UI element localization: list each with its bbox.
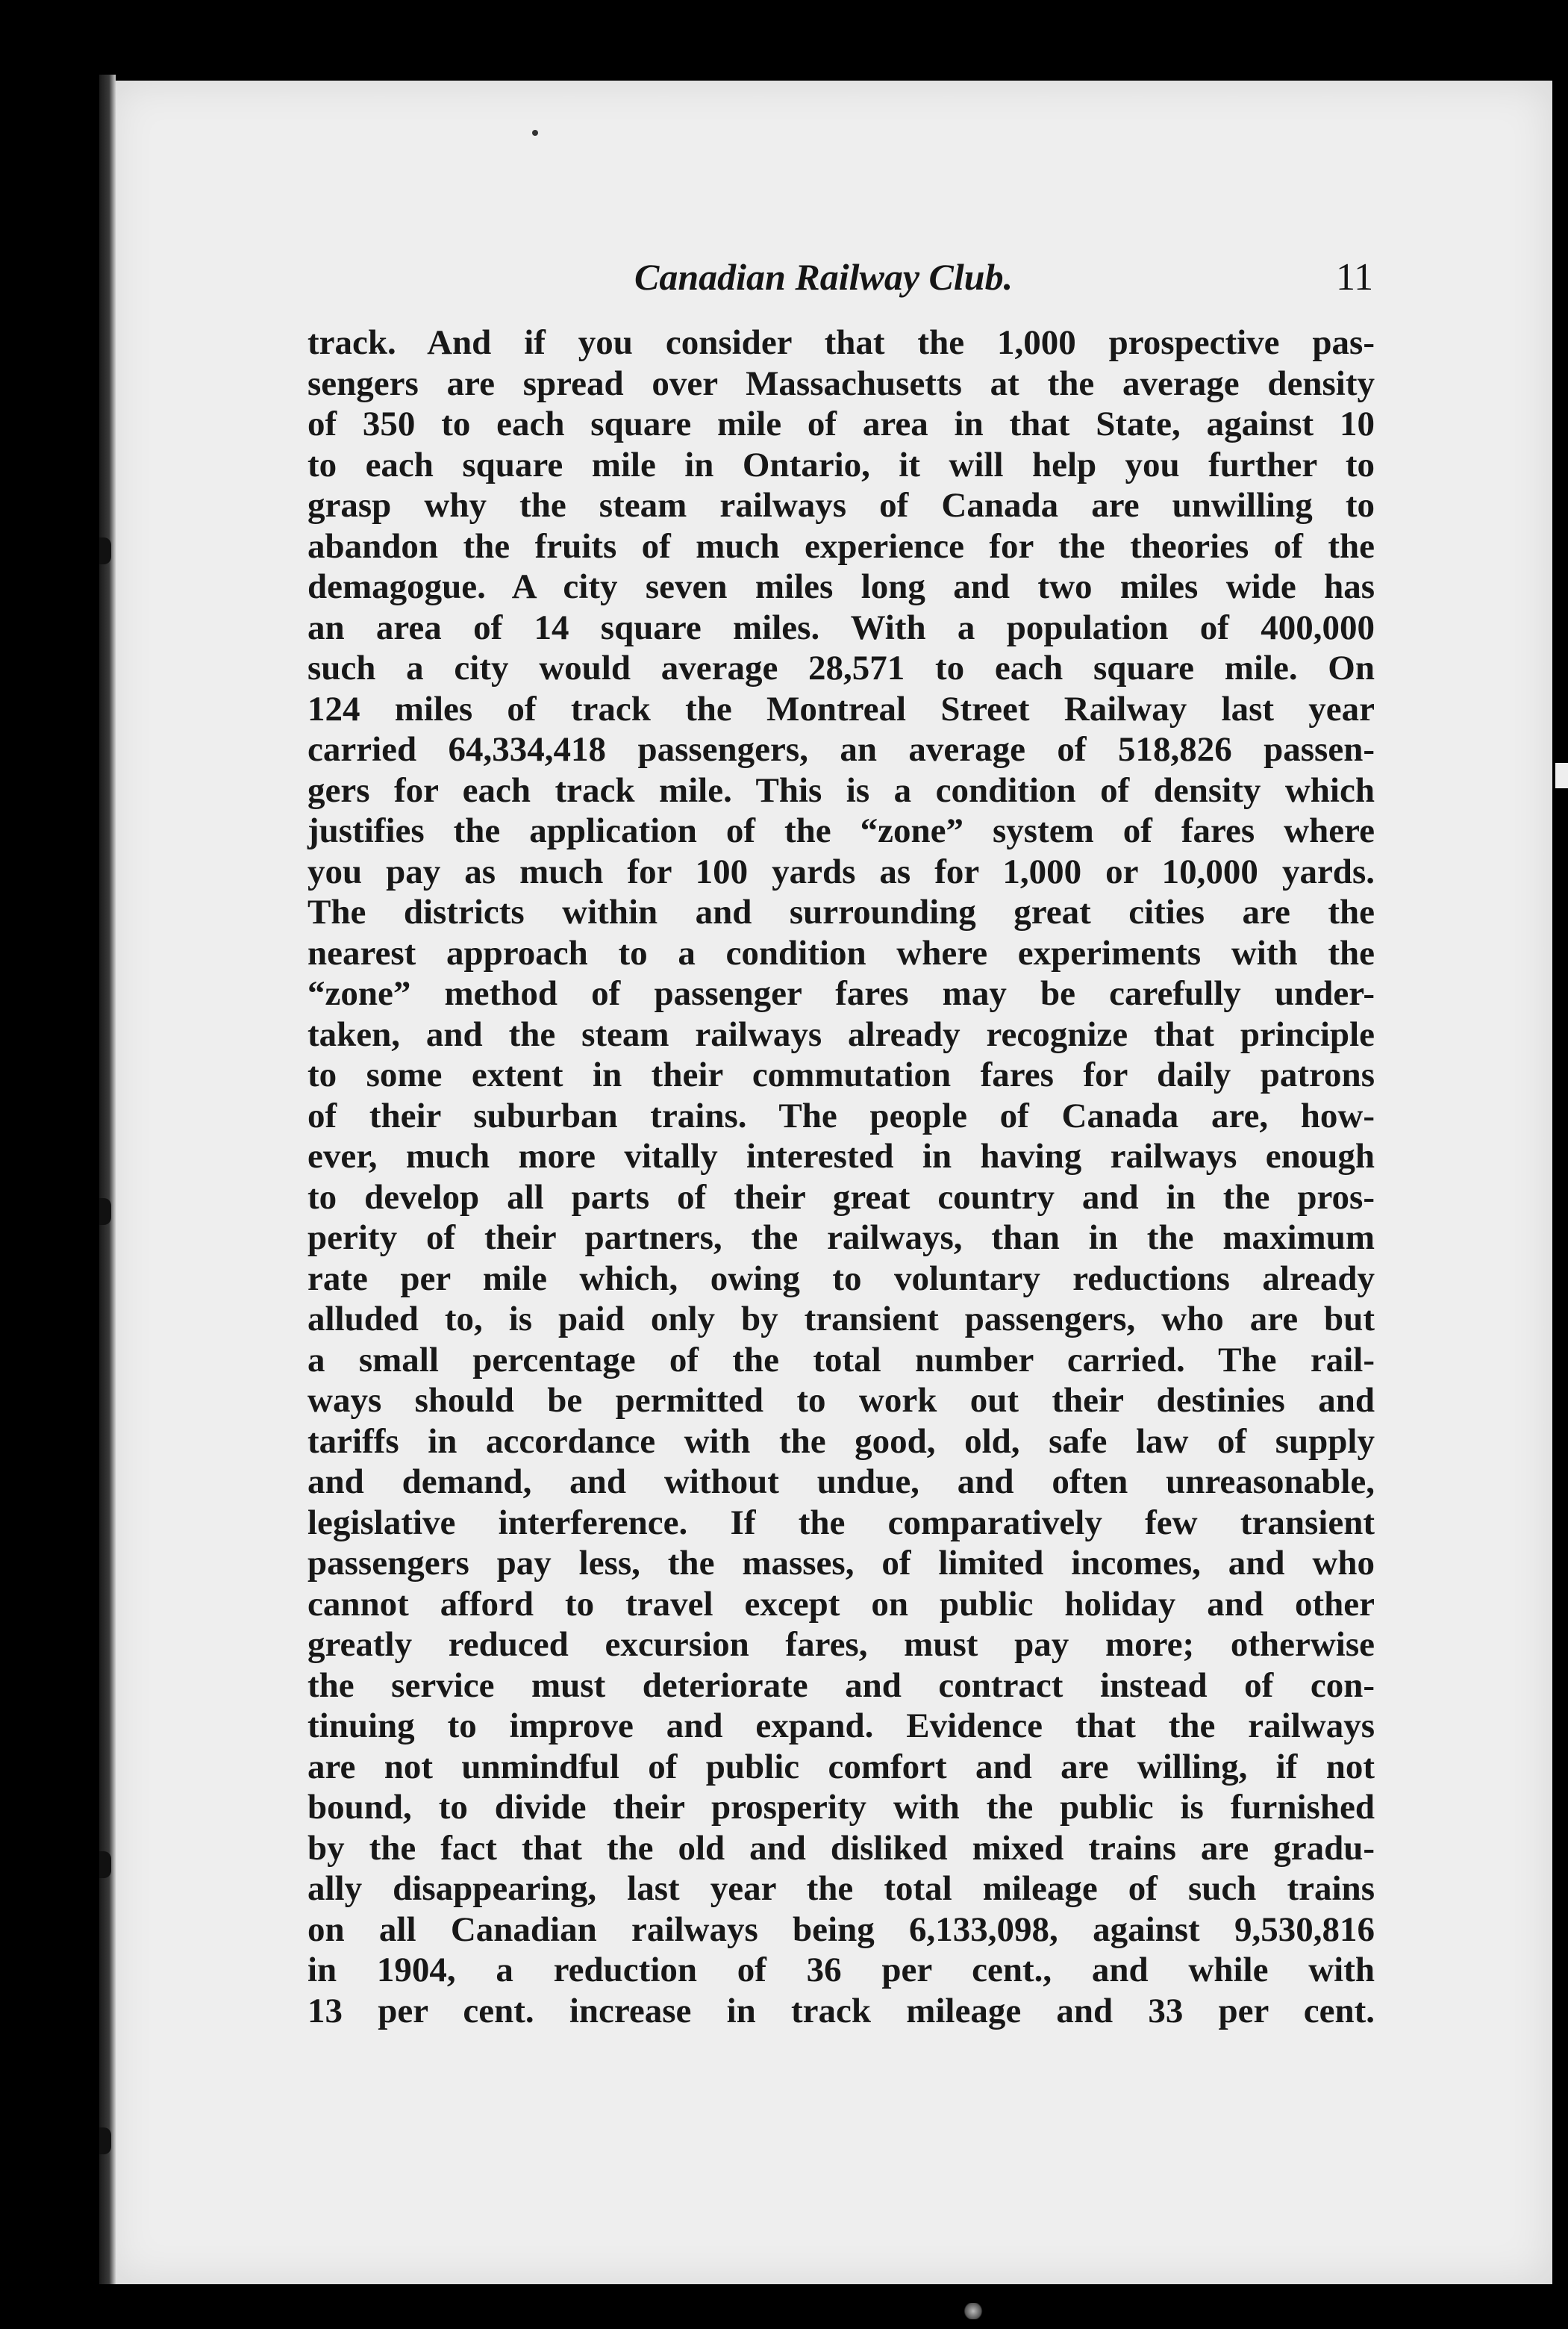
text-line: and demand, and without undue, and often unreasonable, bbox=[307, 1462, 1375, 1501]
binding-mark bbox=[99, 1198, 111, 1225]
text-line: abandon the fruits of much experience for the theories of the bbox=[307, 526, 1375, 566]
text-line: The districts within and surrounding great cities are the bbox=[307, 893, 1375, 932]
text-line: an area of 14 square miles. With a population of 400,000 bbox=[307, 608, 1375, 647]
text-line: 124 miles of track the Montreal Street Railway last year bbox=[307, 689, 1375, 729]
binding-mark bbox=[99, 2127, 111, 2154]
text-line: a small percentage of the total number carried. The rail- bbox=[307, 1340, 1375, 1379]
text-line: to some extent in their commutation fares for daily patrons bbox=[307, 1056, 1375, 1094]
text-line: on all Canadian railways being 6,133,098, against 9,530,816 bbox=[307, 1909, 1375, 1949]
body-text bbox=[307, 322, 1375, 2031]
text-line: nearest approach to a condition where experiments with the bbox=[307, 933, 1375, 973]
text-line: ways should be permitted to work out their destinies and bbox=[307, 1381, 1375, 1420]
text-line: ally disappearing, last year the total mileage of such trains bbox=[307, 1869, 1375, 1908]
text-line: sengers are spread over Massachusetts at the average density bbox=[307, 364, 1375, 403]
text-line: track. And if you consider that the 1,000 prospective pas- bbox=[307, 323, 1375, 362]
text-line: in 1904, a reduction of 36 per cent., and while with bbox=[307, 1951, 1375, 1989]
text-line: ever, much more vitally interested in having railways enough bbox=[307, 1137, 1375, 1176]
binding-mark bbox=[99, 1851, 111, 1878]
text-line: by the fact that the old and disliked mixed trains are gradu- bbox=[307, 1828, 1375, 1868]
text-line: grasp why the steam railways of Canada are unwilling to bbox=[307, 486, 1375, 525]
text-line: 13 per cent. increase in track mileage and 33 per cent. bbox=[307, 1991, 1375, 2030]
text-line: to each square mile in Ontario, it will help you further to bbox=[307, 445, 1375, 484]
text-line: tinuing to improve and expand. Evidence that the railways bbox=[307, 1706, 1375, 1745]
binding-edge bbox=[99, 75, 116, 2284]
text-line: of 350 to each square mile of area in that State, against 10 bbox=[307, 405, 1375, 443]
text-line: perity of their partners, the railways, than in the maximum bbox=[307, 1218, 1375, 1257]
text-line: cannot afford to travel except on public holiday and other bbox=[307, 1584, 1375, 1624]
text-line: legislative interference. If the comparatively few transient bbox=[307, 1503, 1375, 1542]
text-line: gers for each track mile. This is a condition of density which bbox=[307, 770, 1375, 810]
text-line: passengers pay less, the masses, of limited incomes, and who bbox=[307, 1544, 1375, 1583]
text-line: demagogue. A city seven miles long and two miles wide has bbox=[307, 567, 1375, 606]
text-line: greatly reduced excursion fares, must pay more; otherwise bbox=[307, 1625, 1375, 1664]
page-number: 11 bbox=[1336, 256, 1374, 299]
page-edge-notch bbox=[1555, 763, 1568, 788]
ink-smudge bbox=[963, 2303, 984, 2319]
text-line: are not unmindful of public comfort and are willing, if not bbox=[307, 1747, 1375, 1786]
text-line: carried 64,334,418 passengers, an average of 518,826 passen- bbox=[307, 730, 1375, 769]
text-line: alluded to, is paid only by transient passengers, who are but bbox=[307, 1300, 1375, 1338]
text-line: justifies the application of the “zone” system of fares where bbox=[307, 811, 1375, 850]
text-line: the service must deteriorate and contract instead of con- bbox=[307, 1665, 1375, 1705]
ink-speck bbox=[532, 130, 538, 136]
text-line: tariffs in accordance with the good, old, safe law of supply bbox=[307, 1421, 1375, 1461]
page-header bbox=[0, 248, 1568, 308]
text-line: you pay as much for 100 yards as for 1,000 or 10,000 yards. bbox=[307, 852, 1375, 891]
text-line: of their suburban trains. The people of Canada are, how- bbox=[307, 1096, 1375, 1135]
binding-mark bbox=[99, 537, 111, 564]
running-title: Canadian Railway Club. bbox=[634, 256, 1013, 298]
text-line: to develop all parts of their great country and in the pros- bbox=[307, 1177, 1375, 1217]
text-line: rate per mile which, owing to voluntary reductions already bbox=[307, 1259, 1375, 1298]
text-line: “zone” method of passenger fares may be carefully under- bbox=[307, 974, 1375, 1013]
text-line: such a city would average 28,571 to each square mile. On bbox=[307, 649, 1375, 688]
text-line: taken, and the steam railways already recognize that principle bbox=[307, 1014, 1375, 1054]
text-line: bound, to divide their prosperity with the public is furnished bbox=[307, 1788, 1375, 1827]
